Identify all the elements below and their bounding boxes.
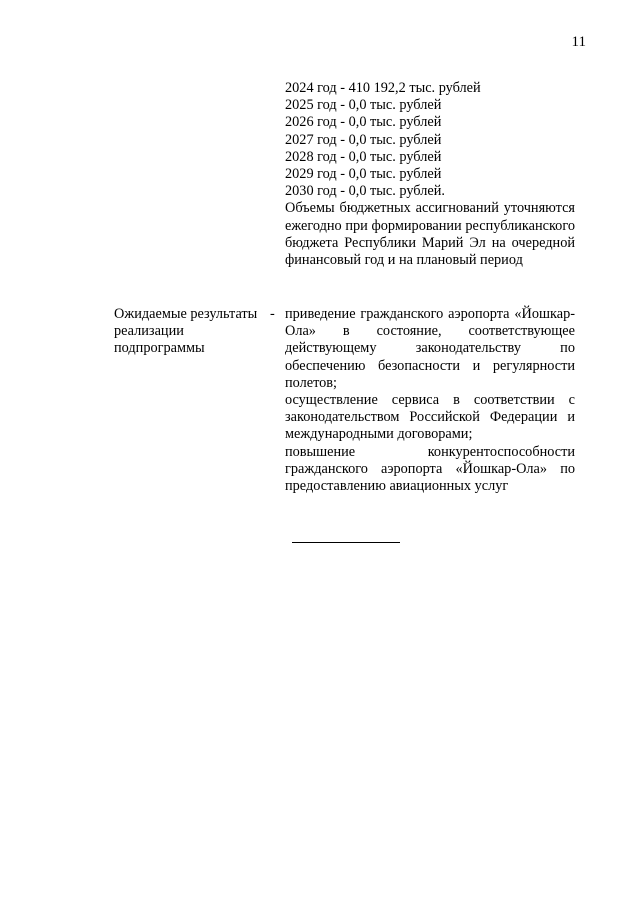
expected-results-label: Ожидаемые результаты реализации подпрограммы <box>114 306 258 357</box>
expected-results-dash: - <box>270 306 275 322</box>
funding-year-2028: 2028 год - 0,0 тыс. рублей <box>285 148 442 165</box>
funding-year-2030: 2030 год - 0,0 тыс. рублей. <box>285 183 445 200</box>
expected-result-item: повышение конкурентоспособности гражданского аэропорта «Йошкар-Ола» по предоставлению авиационных услуг <box>285 443 575 495</box>
expected-result-item: приведение гражданского аэропорта «Йошкар-Ола» в состояние, соответствующее действующему законодательству по обеспечению безопасности и регулярности полетов; <box>285 306 575 391</box>
funding-block <box>285 80 575 269</box>
funding-year-2026: 2026 год - 0,0 тыс. рублей <box>285 114 442 131</box>
expected-result-item: осуществление сервиса в соответствии с законодательством Российской Федерации и международными договорами; <box>285 392 575 443</box>
expected-results-list <box>285 306 575 495</box>
funding-year-2029: 2029 год - 0,0 тыс. рублей <box>285 166 442 183</box>
funding-year-2025: 2025 год - 0,0 тыс. рублей <box>285 97 442 114</box>
end-divider <box>292 542 400 543</box>
funding-year-2027: 2027 год - 0,0 тыс. рублей <box>285 131 442 148</box>
page-number: 11 <box>571 34 586 50</box>
funding-year-2024: 2024 год - 410 192,2 тыс. рублей <box>285 80 481 96</box>
funding-note: Объемы бюджетных ассигнований уточняются ежегодно при формировании республиканского бюджета Республики Марий Эл на очередной финансовый год и на плановый период <box>285 200 575 269</box>
